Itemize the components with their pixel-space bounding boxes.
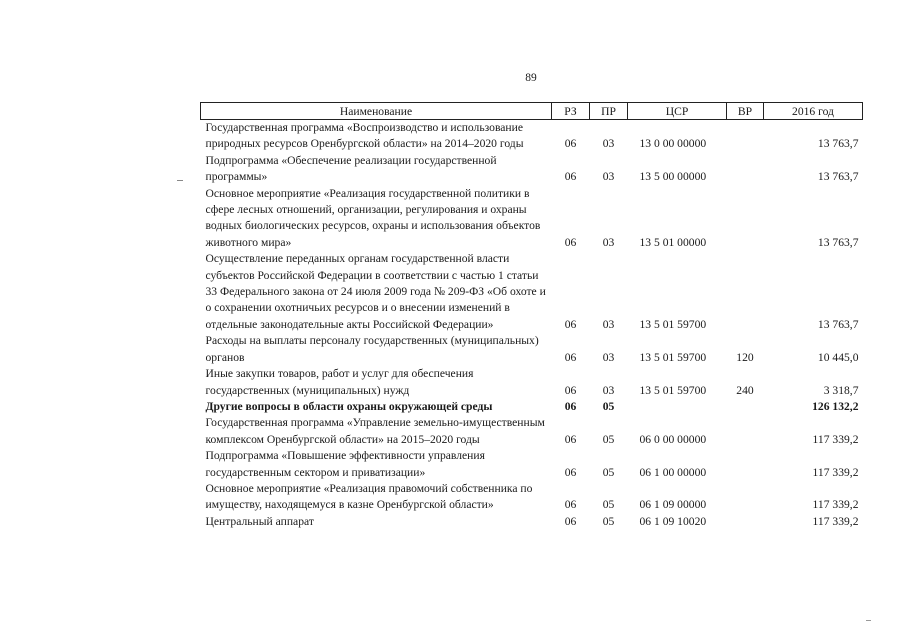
cell-name: Центральный аппарат (205, 514, 314, 528)
cell-name: Подпрограмма «Обеспечение реализации государственной программы» (205, 153, 497, 184)
table-row (201, 153, 863, 186)
cell-csr: 06 0 00 00000 (639, 432, 707, 446)
cell-rz: 06 (564, 383, 577, 397)
cell-csr: 13 5 01 59700 (639, 317, 707, 331)
cell-sum: 117 339,2 (812, 498, 859, 512)
cell-vr (727, 448, 764, 481)
cell-vr (727, 153, 764, 186)
header-csr: ЦСР (628, 103, 727, 120)
budget-table (200, 102, 863, 530)
cell-sum: 13 763,7 (817, 170, 859, 184)
cell-vr: 240 (736, 383, 754, 397)
table-row (201, 120, 863, 153)
cell-name: Государственная программа «Управление земельно-имущественным комплексом Оренбургской области» на 2015–2020 годы (205, 416, 545, 446)
cell-name: Расходы на выплаты персоналу государственных (муниципальных) органов (205, 334, 539, 364)
cell-csr: 13 5 01 59700 (639, 383, 707, 397)
cell-rz: 06 (564, 399, 577, 413)
cell-sum: 117 339,2 (812, 465, 859, 479)
cell-csr: 13 5 01 59700 (639, 350, 707, 364)
cell-pr: 03 (602, 383, 615, 397)
cell-name: Государственная программа «Воспроизводство и использование природных ресурсов Оренбургской области» на 2014–2020 годы (205, 121, 524, 151)
cell-rz: 06 (564, 235, 577, 249)
margin-mark (866, 620, 871, 621)
cell-rz: 06 (564, 498, 577, 512)
header-rz: РЗ (552, 103, 590, 120)
cell-name: Осуществление переданных органам государственной власти субъектов Российской Федерации в соответствии с частью 1 статьи 33 Федерального закона от 24 июля 2009 года № 209-ФЗ «Об охоте и о сохранении охотничьих ресурсов и о внесении изменений в отдельные законодательные акты Российской Федерации» (205, 252, 546, 331)
cell-sum: 13 763,7 (817, 137, 859, 151)
table-row (201, 415, 863, 448)
cell-name: Подпрограмма «Повышение эффективности управления государственным сектором и приватизации» (205, 449, 485, 479)
header-vr: ВР (727, 103, 764, 120)
header-pr: ПР (590, 103, 628, 120)
table-row (201, 448, 863, 481)
cell-rz: 06 (564, 432, 577, 446)
cell-csr: 06 1 09 10020 (639, 514, 707, 528)
cell-vr (727, 120, 764, 153)
table-header-row (201, 103, 863, 120)
table-row (201, 333, 863, 366)
header-name: Наименование (201, 103, 552, 120)
table-row (201, 186, 863, 252)
cell-pr: 03 (602, 137, 615, 151)
table-row (201, 366, 863, 399)
cell-vr (727, 251, 764, 333)
cell-name: Иные закупки товаров, работ и услуг для обеспечения государственных (муниципальных) нужд (205, 367, 474, 397)
cell-name: Основное мероприятие «Реализация государственной политики в сфере лесных отношений, организации, регулирования и охраны водных биологических ресурсов, охраны и использования объектов животного мира» (205, 186, 541, 249)
cell-csr: 13 0 00 00000 (639, 137, 707, 151)
cell-csr: 06 1 00 00000 (639, 465, 707, 479)
cell-pr: 05 (602, 399, 615, 413)
cell-sum: 126 132,2 (812, 399, 859, 413)
cell-sum: 117 339,2 (812, 432, 859, 446)
cell-pr: 03 (602, 170, 615, 184)
table-body (201, 120, 863, 531)
cell-sum: 117 339,2 (812, 514, 859, 528)
cell-sum: 3 318,7 (823, 383, 859, 397)
cell-rz: 06 (564, 170, 577, 184)
cell-vr (727, 514, 764, 530)
cell-rz: 06 (564, 137, 577, 151)
cell-csr: 13 5 01 00000 (639, 235, 707, 249)
cell-pr: 05 (602, 498, 615, 512)
cell-rz: 06 (564, 514, 577, 528)
margin-mark (177, 180, 183, 181)
table-row (201, 514, 863, 530)
cell-sum: 10 445,0 (817, 350, 859, 364)
header-sum: 2016 год (764, 103, 863, 120)
table-row (201, 481, 863, 514)
cell-name: Основное мероприятие «Реализация правомочий собственника по имуществу, находящемуся в казне Оренбургской области» (205, 481, 533, 512)
cell-sum: 13 763,7 (817, 317, 859, 331)
cell-sum: 13 763,7 (817, 235, 859, 249)
cell-vr (727, 415, 764, 448)
cell-rz: 06 (564, 350, 577, 364)
cell-rz: 06 (564, 317, 577, 331)
cell-csr (628, 399, 727, 415)
cell-rz: 06 (564, 465, 577, 479)
table-row (201, 399, 863, 415)
cell-pr: 03 (602, 235, 615, 249)
table-row (201, 251, 863, 333)
cell-pr: 05 (602, 514, 615, 528)
cell-csr: 06 1 09 00000 (639, 498, 707, 512)
cell-pr: 03 (602, 317, 615, 331)
cell-vr: 120 (736, 350, 754, 364)
cell-pr: 05 (602, 432, 615, 446)
page-number: 89 (525, 72, 537, 84)
cell-vr (727, 399, 764, 415)
cell-csr: 13 5 00 00000 (639, 170, 707, 184)
cell-vr (727, 481, 764, 514)
cell-pr: 05 (602, 465, 615, 479)
cell-vr (727, 186, 764, 252)
cell-pr: 03 (602, 350, 615, 364)
cell-name: Другие вопросы в области охраны окружающей среды (205, 399, 493, 413)
